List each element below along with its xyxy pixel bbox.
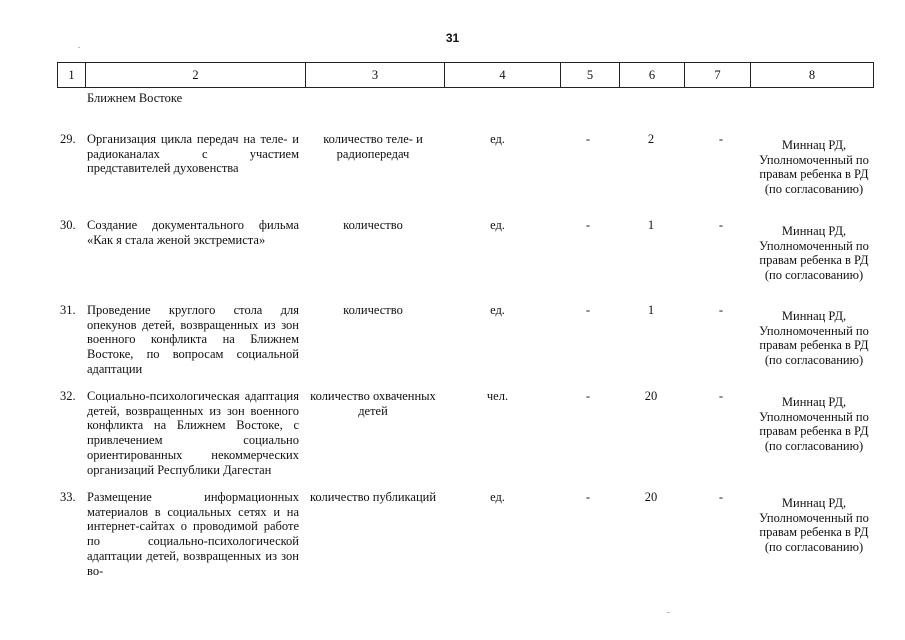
row-activity: Создание документального фильма «Как я стала женой экстремиста» [87,218,299,247]
row-col5: - [585,303,591,317]
continued-text: Ближнем Востоке [87,91,183,105]
row-number: 31. [60,303,76,317]
row-unit: ед. [490,303,505,317]
row-col6: 1 [647,218,655,232]
row-col6: 1 [647,303,655,317]
scan-speck [667,612,670,613]
row-col5: - [585,490,591,504]
row-number: 32. [60,389,76,403]
row-unit: ед. [490,490,505,504]
row-activity: Проведение круглого стола для опекунов детей, возвращенных из зон военного конфликта на Ближнем Востоке, по вопросам социальной адаптации [87,303,299,376]
row-col6: 20 [644,389,658,403]
row-col5: - [585,218,591,232]
row-col7: - [718,490,724,504]
row-activity: Организация цикла передач на теле- и радиоканалах с участием представителей духовенства [87,132,299,176]
column-header-row [58,63,874,88]
column-header-4: 4 [445,63,561,88]
page-number: 31 [445,31,460,45]
row-indicator: количество [343,218,403,232]
row-indicator: количество [343,303,403,317]
row-responsible: Миннац РД, Уполномоченный по правам ребенка в РД (по согласованию) [759,496,869,555]
row-col7: - [718,218,724,232]
row-activity: Размещение информационных материалов в социальных сетях и на интернет-сайтах о проводимой работе по социально-психологической адаптации детей, возвращенных из зон во- [87,490,299,578]
column-header-6: 6 [620,63,685,88]
scan-speck [78,47,80,48]
row-responsible: Миннац РД, Уполномоченный по правам ребенка в РД (по согласованию) [759,138,869,197]
row-col5: - [585,132,591,146]
row-number: 29. [60,132,76,146]
row-unit: ед. [490,132,505,146]
row-col6: 2 [647,132,655,146]
row-col5: - [585,389,591,403]
row-responsible: Миннац РД, Уполномоченный по правам ребенка в РД (по согласованию) [759,395,869,454]
column-header-2: 2 [86,63,306,88]
row-col7: - [718,132,724,146]
row-number: 33. [60,490,76,504]
row-responsible: Миннац РД, Уполномоченный по правам ребенка в РД (по согласованию) [759,224,869,283]
column-header-8: 8 [751,63,874,88]
column-header-1: 1 [58,63,86,88]
column-header-table [57,62,874,88]
row-activity: Социально-психологическая адаптация детей, возвращенных из зон военного конфликта на Ближнем Востоке, с привлечением социально ориентированных некоммерческих организаций Республики Дагестан [87,389,299,477]
row-indicator: количество публикаций [309,490,437,504]
row-number: 30. [60,218,76,232]
row-col6: 20 [644,490,658,504]
row-indicator: количество охваченных детей [310,389,436,418]
column-header-5: 5 [561,63,620,88]
column-header-3: 3 [306,63,445,88]
row-indicator: количество теле- и радиопередач [323,132,423,161]
column-header-7: 7 [685,63,751,88]
row-col7: - [718,389,724,403]
row-unit: ед. [490,218,505,232]
row-responsible: Миннац РД, Уполномоченный по правам ребенка в РД (по согласованию) [759,309,869,368]
row-col7: - [718,303,724,317]
row-unit: чел. [486,389,509,403]
